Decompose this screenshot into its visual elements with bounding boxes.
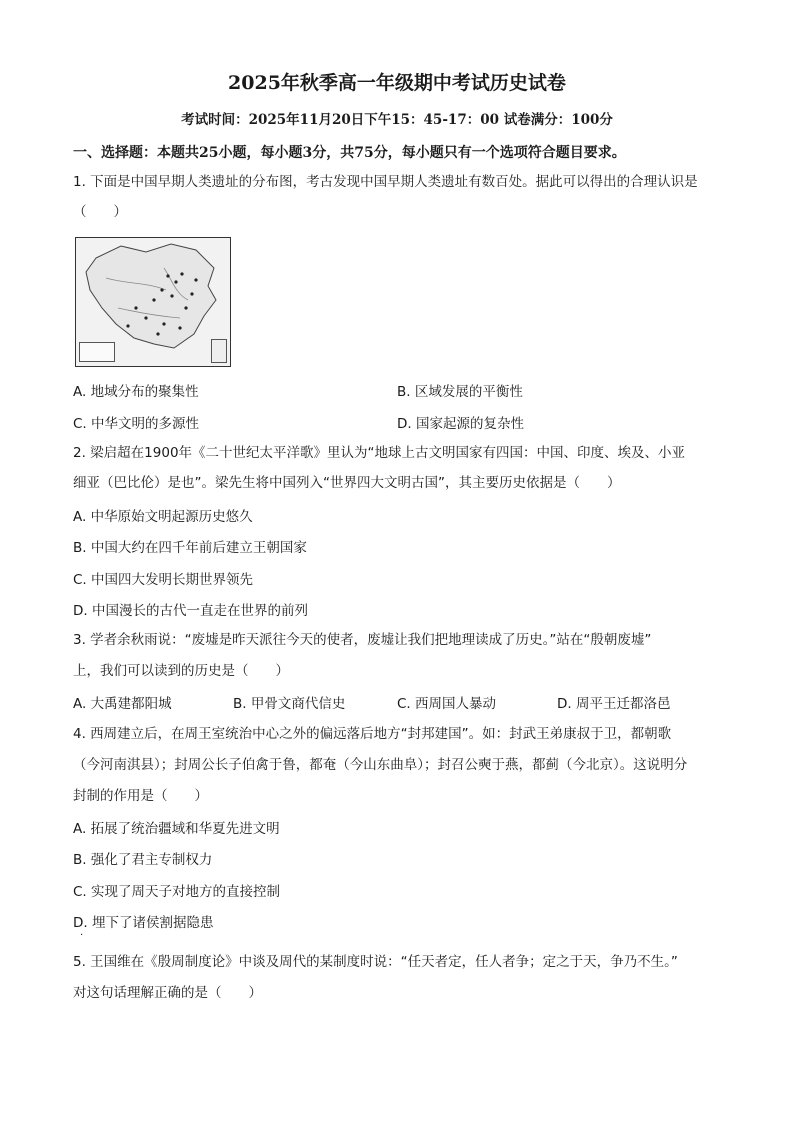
q4-stem-line-2: （今河南淇县）；封周公长子伯禽于鲁，都奄（今山东曲阜）；封召公奭于燕，都蓟（今北京）。这说明分 [73,757,688,773]
q4-option-c[interactable]: C. 实现了周天子对地方的直接控制 [73,884,281,900]
q2-stem-line-1: 2. 梁启超在1900年《二十世纪太平洋歌》里认为“地球上古文明国家有四国：中国、印度、埃及、小亚 [73,445,686,461]
q1-option-d[interactable]: D. 国家起源的复杂性 [397,416,524,432]
q4-stem-line-1: 4. 西周建立后，在周王室统治中心之外的偏远落后地方“封邦建国”。如：封武王弟康叔于卫，都朝歌 [73,726,672,742]
q2-option-c[interactable]: C. 中国四大发明长期世界领先 [73,572,254,588]
q1-option-b[interactable]: B. 区域发展的平衡性 [397,384,523,400]
q4-stem-line-3: 封制的作用是（ ） [73,788,208,804]
q1-stem-line-1: 1. 下面是中国早期人类遗址的分布图，考古发现中国早期人类遗址有数百处。据此可以得出的合理认识是 [73,174,698,190]
q3-stem-line-1: 3. 学者余秋雨说：“废墟是昨天派往今天的使者，废墟让我们把地理读成了历史。”站在“殷朝废墟” [73,632,652,648]
q1-stem-line-2: （ ） [73,204,127,220]
q3-option-a[interactable]: A. 大禹建都阳城 [73,696,172,712]
q4-option-a[interactable]: A. 拓展了统治疆域和华夏先进文明 [73,821,280,837]
exam-subtitle: 考试时间：2025年11月20日下午15：45-17：00 试卷满分：100分 [181,112,613,128]
map-legend [79,342,115,362]
q3-stem-line-2: 上，我们可以读到的历史是（ ） [73,663,289,679]
q3-option-b[interactable]: B. 甲骨文商代信史 [233,696,346,712]
q1-option-c[interactable]: C. 中华文明的多源性 [73,416,200,432]
q4-option-d[interactable]: D. 埋下了诸侯割据隐患 [73,915,214,931]
q2-option-d[interactable]: D. 中国漫长的古代一直走在世界的前列 [73,603,308,619]
q3-option-d[interactable]: D. 周平王迁都洛邑 [557,696,671,712]
south-china-sea-inset [211,339,227,363]
early-human-sites-map [75,237,231,367]
q5-stem-line-2: 对这句话理解正确的是（ ） [73,985,262,1001]
q2-option-b[interactable]: B. 中国大约在四千年前后建立王朝国家 [73,540,307,556]
q2-option-a[interactable]: A. 中华原始文明起源历史悠久 [73,509,253,525]
q4-option-b[interactable]: B. 强化了君主专制权力 [73,852,213,868]
section-heading: 一、选择题：本题共25小题，每小题3分，共75分，每小题只有一个选项符合题目要求。 [73,145,626,161]
q5-stem-line-1: 5. 王国维在《殷周制度论》中谈及周代的某制度时说：“任天者定，任人者争；定之于天，争乃不生。” [73,954,678,970]
q2-stem-line-2: 细亚（巴比伦）是也”。梁先生将中国列入“世界四大文明古国”，其主要历史依据是（ ） [73,475,621,491]
q3-option-c[interactable]: C. 西周国人暴动 [397,696,497,712]
stray-mark: · [80,930,84,941]
exam-title: 2025年秋季高一年级期中考试历史试卷 [228,72,566,94]
q1-option-a[interactable]: A. 地域分布的聚集性 [73,384,199,400]
